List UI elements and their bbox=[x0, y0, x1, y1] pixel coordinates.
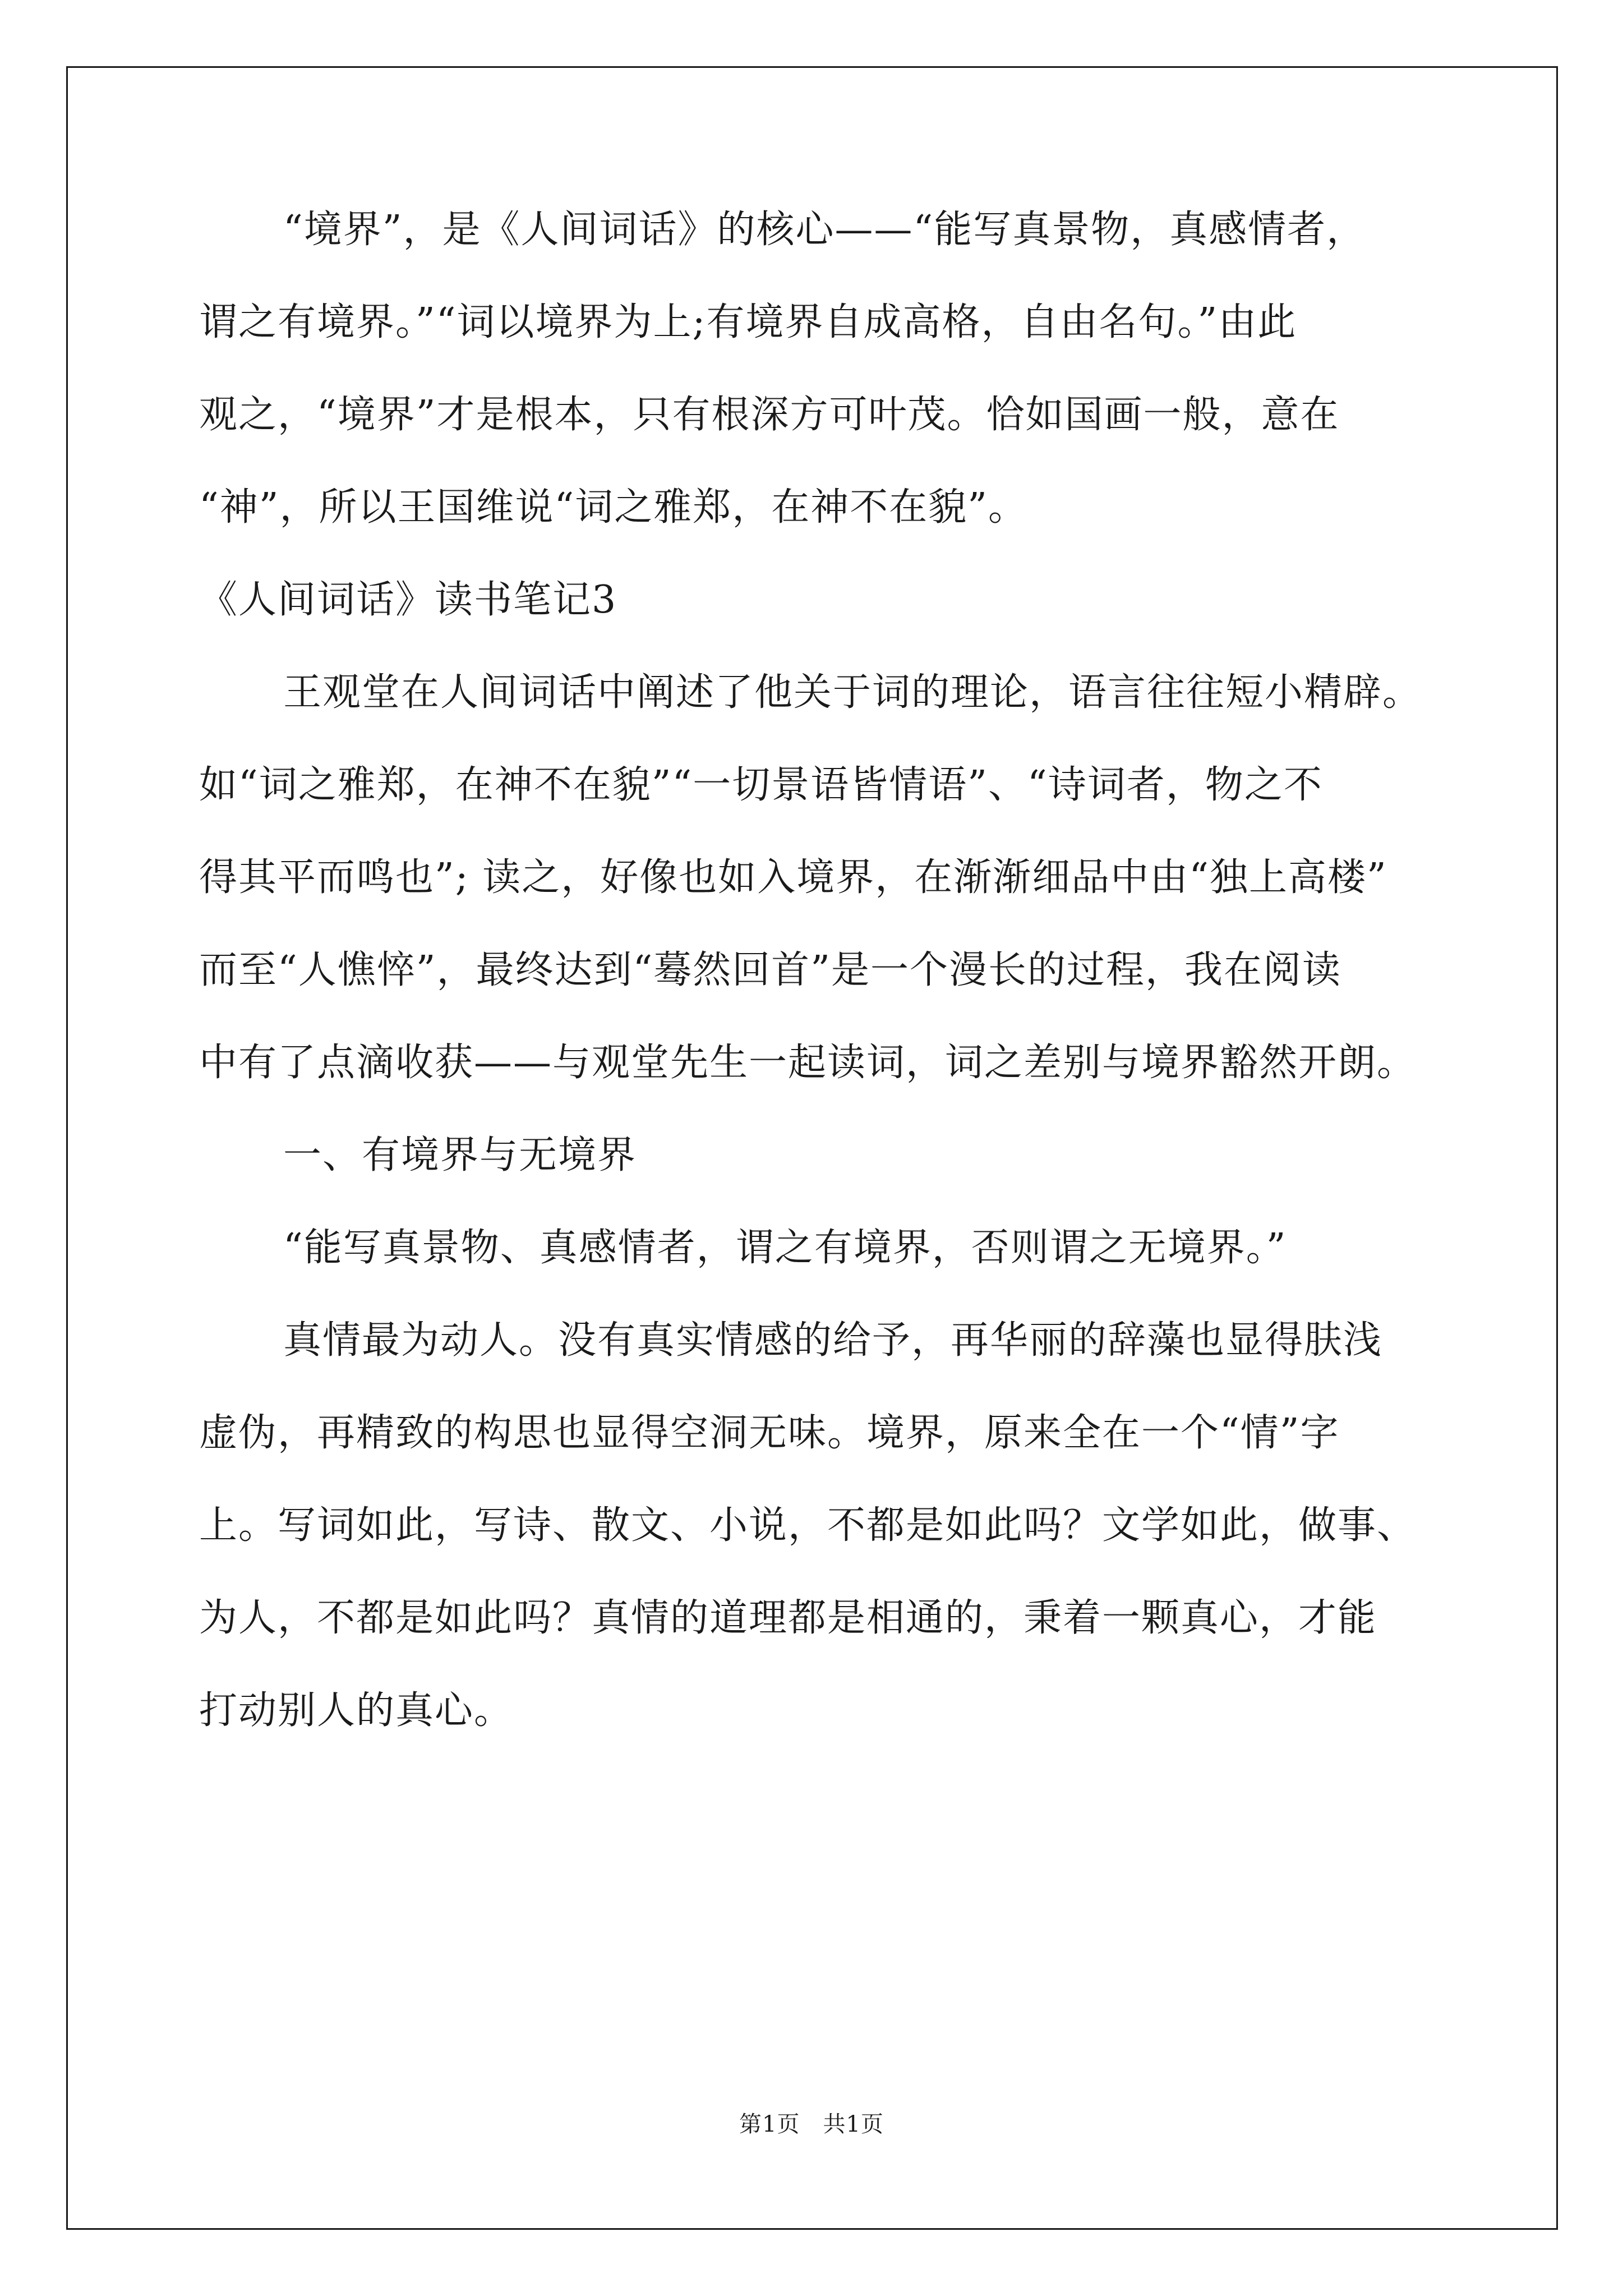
paragraph-line: “神”，所以王国维说“词之雅郑，在神不在貌”。 bbox=[199, 485, 1028, 530]
subsection-heading: 一、有境界与无境界 bbox=[283, 1133, 637, 1177]
quote-line: “能写真景物、真感情者，谓之有境界，否则谓之无境界。” bbox=[283, 1226, 1287, 1270]
section-heading: 《人间词话》读书笔记3 bbox=[199, 578, 617, 622]
paragraph-line: 谓之有境界。”“词以境界为上;有境界自成高格，自由名句。”由此 bbox=[199, 300, 1297, 344]
paragraph-line: 虚伪，再精致的构思也显得空洞无味。境界，原来全在一个“情”字 bbox=[199, 1411, 1340, 1455]
paragraph-line: 得其平而鸣也”; 读之，好像也如入境界，在渐渐细品中由“独上高楼” bbox=[199, 855, 1387, 900]
paragraph-line: “境界”，是《人间词话》的核心——“能写真景物，真感情者， bbox=[283, 208, 1366, 252]
paragraph-line: 中有了点滴收获——与观堂先生一起读词，词之差别与境界豁然开朗。 bbox=[199, 1041, 1417, 1085]
page-number: 第1页 共1页 bbox=[739, 2111, 884, 2137]
paragraph-line: 如“词之雅郑，在神不在貌”“一切景语皆情语”、“诗词者，物之不 bbox=[199, 763, 1323, 807]
paragraph-line: 而至“人憔悴”，最终达到“蓦然回首”是一个漫长的过程，我在阅读 bbox=[199, 948, 1342, 992]
paragraph-line: 真情最为动人。没有真实情感的给予，再华丽的辞藻也显得肤浅 bbox=[283, 1318, 1383, 1363]
paragraph-line: 上。写词如此，写诗、散文、小说，不都是如此吗？文学如此，做事、 bbox=[199, 1503, 1417, 1548]
paragraph-line: 观之，“境界”才是根本，只有根深方可叶茂。恰如国画一般，意在 bbox=[199, 393, 1340, 437]
paragraph-line: 王观堂在人间词话中阐述了他关于词的理论，语言往往短小精辟。 bbox=[283, 670, 1422, 715]
paragraph-line: 打动别人的真心。 bbox=[199, 1688, 514, 1733]
paragraph-line: 为人，不都是如此吗？真情的道理都是相通的，秉着一颗真心，才能 bbox=[199, 1596, 1377, 1640]
